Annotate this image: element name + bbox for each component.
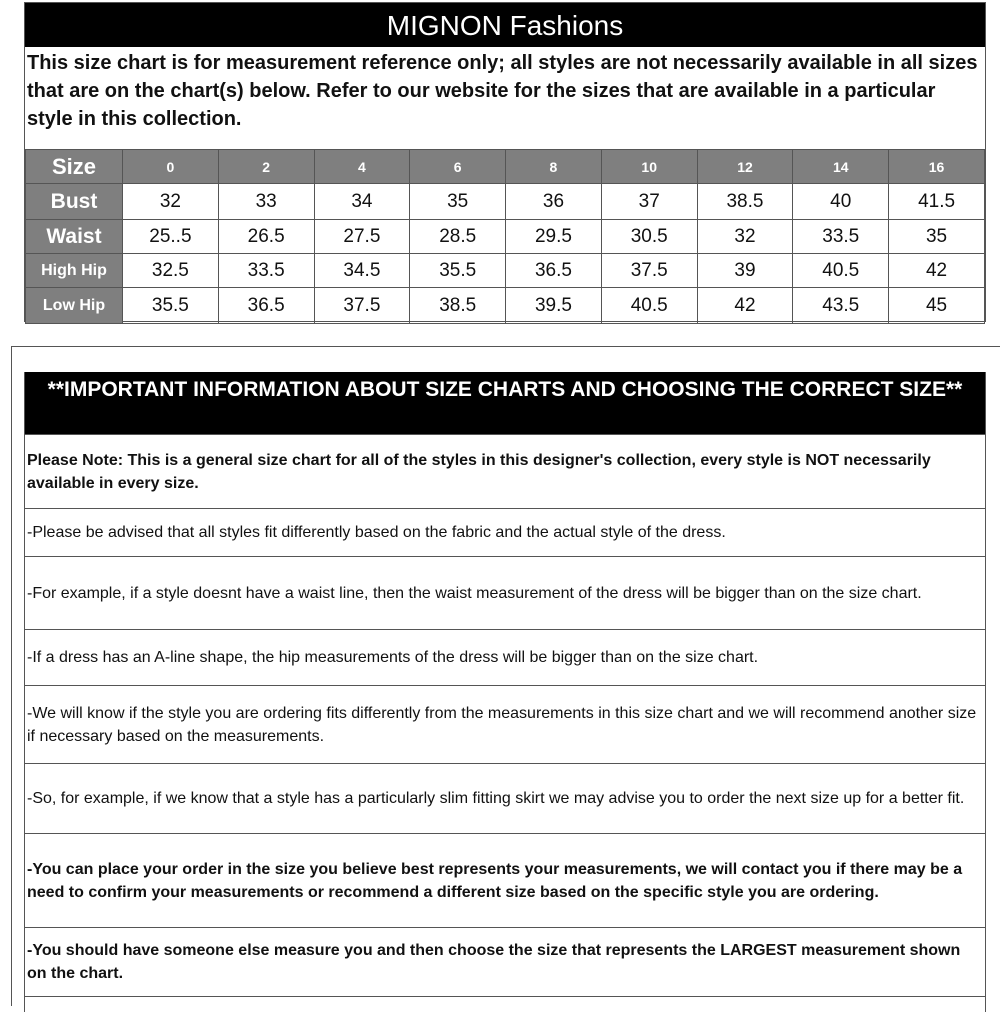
info-row: -For example, if a style doesnt have a waist line, then the waist measurement of the dress will be bigger than on the size chart.	[25, 556, 985, 629]
size-chart	[24, 2, 986, 322]
row-label-low-hip: Low Hip	[26, 288, 123, 324]
chart-intro-text: This size chart is for measurement reference only; all styles are not necessarily available in all sizes that are on the chart(s) below. Refer to our website for the sizes that are available in a particular style in this collection.	[27, 52, 978, 130]
row-label-bust: Bust	[26, 184, 123, 220]
info-row-note: Please Note: This is a general size chart for all of the styles in this designer's collection, every style is NOT necessarily available in every size.	[25, 434, 985, 508]
table-cell: 42	[889, 254, 985, 288]
info-row: -If a dress has an A-line shape, the hip measurements of the dress will be bigger than on the size chart.	[25, 629, 985, 685]
table-cell: 34	[314, 184, 410, 220]
table-cell: 40.5	[601, 288, 697, 324]
table-cell: 35.5	[410, 254, 506, 288]
table-cell: 27.5	[314, 220, 410, 254]
size-header-cell: 16	[889, 150, 985, 184]
info-row-bold: -You should have someone else measure you and then choose the size that represents the LARGEST measurement shown on the chart.	[25, 927, 985, 997]
size-header-cell: 2	[218, 150, 314, 184]
table-cell: 40.5	[793, 254, 889, 288]
table-cell: 29.5	[506, 220, 602, 254]
size-header-row	[26, 150, 985, 184]
size-header-cell: 0	[123, 150, 219, 184]
table-cell: 38.5	[410, 288, 506, 324]
table-cell: 26.5	[218, 220, 314, 254]
chart-title: MIGNON Fashions	[25, 3, 985, 47]
table-cell: 25..5	[123, 220, 219, 254]
row-label-waist: Waist	[26, 220, 123, 254]
size-header-cell: 6	[410, 150, 506, 184]
table-cell: 28.5	[410, 220, 506, 254]
table-cell: 37	[601, 184, 697, 220]
size-header-cell: 8	[506, 150, 602, 184]
size-header-cell: 10	[601, 150, 697, 184]
table-row-high-hip	[26, 254, 985, 288]
table-cell: 42	[697, 288, 793, 324]
info-row: -We will know if the style you are ordering fits differently from the measurements in this size chart and we will recommend another size if necessary based on the measurements.	[25, 685, 985, 763]
size-header-cell: 12	[697, 150, 793, 184]
table-cell: 37.5	[314, 288, 410, 324]
size-table	[25, 149, 985, 324]
table-cell: 32	[697, 220, 793, 254]
table-cell: 41.5	[889, 184, 985, 220]
table-cell: 32	[123, 184, 219, 220]
table-cell: 36	[506, 184, 602, 220]
table-cell: 39.5	[506, 288, 602, 324]
table-cell: 35	[410, 184, 506, 220]
table-cell: 45	[889, 288, 985, 324]
info-row: -Please be advised that all styles fit differently based on the fabric and the actual style of the dress.	[25, 508, 985, 556]
table-row-bust	[26, 184, 985, 220]
table-cell: 33.5	[218, 254, 314, 288]
table-cell: 37.5	[601, 254, 697, 288]
row-label-high-hip: High Hip	[26, 254, 123, 288]
table-cell: 35	[889, 220, 985, 254]
table-cell: 35.5	[123, 288, 219, 324]
table-cell: 33	[218, 184, 314, 220]
table-cell: 43.5	[793, 288, 889, 324]
info-row-bold: -You can place your order in the size you believe best represents your measurements, we will contact you if there may be a need to confirm your measurements or recommend a different size based on the specific style you are ordering.	[25, 833, 985, 927]
table-cell: 36.5	[218, 288, 314, 324]
size-header-label: Size	[26, 150, 123, 184]
table-cell: 36.5	[506, 254, 602, 288]
table-cell: 38.5	[697, 184, 793, 220]
table-cell: 34.5	[314, 254, 410, 288]
table-cell: 39	[697, 254, 793, 288]
table-cell: 40	[793, 184, 889, 220]
table-row-low-hip	[26, 288, 985, 324]
size-header-cell: 4	[314, 150, 410, 184]
table-cell: 33.5	[793, 220, 889, 254]
info-panel	[24, 372, 986, 1012]
table-row-waist	[26, 220, 985, 254]
table-cell: 32.5	[123, 254, 219, 288]
info-heading: **IMPORTANT INFORMATION ABOUT SIZE CHARTS AND CHOOSING THE CORRECT SIZE**	[25, 372, 985, 434]
table-cell: 30.5	[601, 220, 697, 254]
size-header-cell: 14	[793, 150, 889, 184]
info-row: -So, for example, if we know that a style has a particularly slim fitting skirt we may advise you to order the next size up for a better fit.	[25, 763, 985, 833]
